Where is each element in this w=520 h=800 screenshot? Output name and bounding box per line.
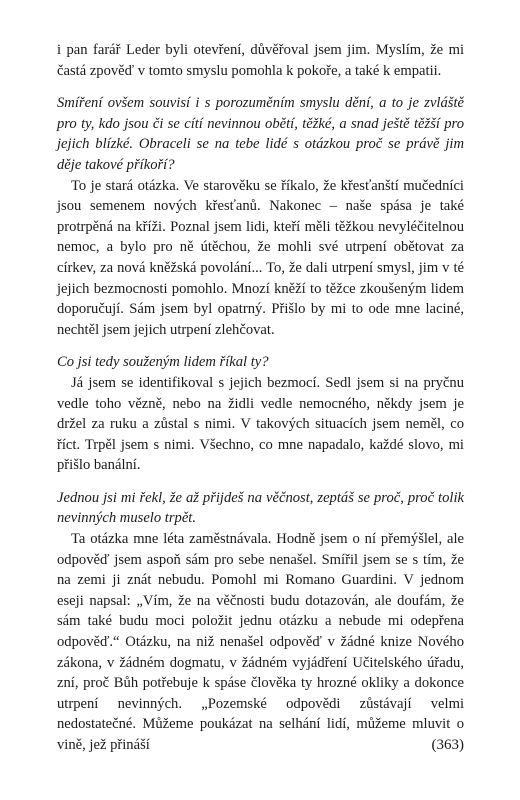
question-paragraph: Co jsi tedy souženým lidem říkal ty?	[57, 354, 269, 371]
answer-paragraph: i pan farář Leder byli otevření, důvěřoval jsem jim. Myslím, že mi častá zpověď v tomto smyslu pomohla k pokoře, a také k empatii.	[57, 42, 464, 79]
answer-paragraph: Já jsem se identifikoval s jejich bezmocí. Sedl jsem si na pryčnu vedle toho vězně, nebo na židli vedle nemocného, někdy jsem je držel za ruku a zůstal s nimi. V takových situacích jsem neměl, co říct. Trpěl jsem s nimi. Všechno, co mne napadalo, každé slovo, mi přišlo banální.	[57, 374, 464, 474]
answer-paragraph: Ta otázka mne léta zaměstnávala. Hodně jsem o ní přemýšlel, ale odpověď jsem aspoň sám pro sebe nenašel. Smířil jsem se s tím, že na zemi ji znát nebudu. Pomohl mi Romano Guardini. V jednom eseji napsal: „Vím, že na věčnosti budu dotazován, ale doufám, že sám také budu moci položit jednu otázku a nebude mi odepřena odpověď.“ Otázku, na niž nenašel odpověď v žádné knize Nového zákona, v žádném dogmatu, v žádném vyjádření Učitelského úřadu, zní, proč Bůh potřebuje k spáse člověka ty hrozné okliky a dokonce utrpení nevinných. „Pozemské odpovědi zůstávají velmi nedostatečné. Můžeme poukázat na selhání lidí, můžeme mluvit o vině, jež přináší	[57, 531, 464, 753]
answer-paragraph: To je stará otázka. Ve starověku se říkalo, že křesťanští mučedníci jsou semenem nových křesťanů. Nakonec – naše spása je také protrpěná na kříži. Poznal jsem lidi, kteří měli těžkou nevyléčitelnou nemoc, a bylo pro ně útěchou, že mohli své utrpení obětovat za církev, za nová kněžská povolání... To, že dali utrpení smysl, jim v té jejich bezmocnosti pomohlo. Mnozí kněží to těžce zkoušeným lidem doporučují. Sám jsem byl opatrný. Přišlo by mi to ode mne laciné, nechtěl jsem jejich utrpení zlehčovat.	[57, 177, 464, 338]
question-paragraph: Smíření ovšem souvisí i s porozuměním smyslu dění, a to je zvláště pro ty, kdo jsou či se cítí nevinnou obětí, těžké, a snad ještě těžší pro jejich blízké. Obraceli se na tebe lidé s otázkou proč se právě jim děje takové příkoří?	[57, 95, 464, 173]
question-paragraph: Jednou jsi mi řekl, že až přijdeš na věčnost, zeptáš se proč, proč tolik nevinných muselo trpět.	[57, 489, 464, 527]
page-number: (363)	[431, 737, 464, 753]
